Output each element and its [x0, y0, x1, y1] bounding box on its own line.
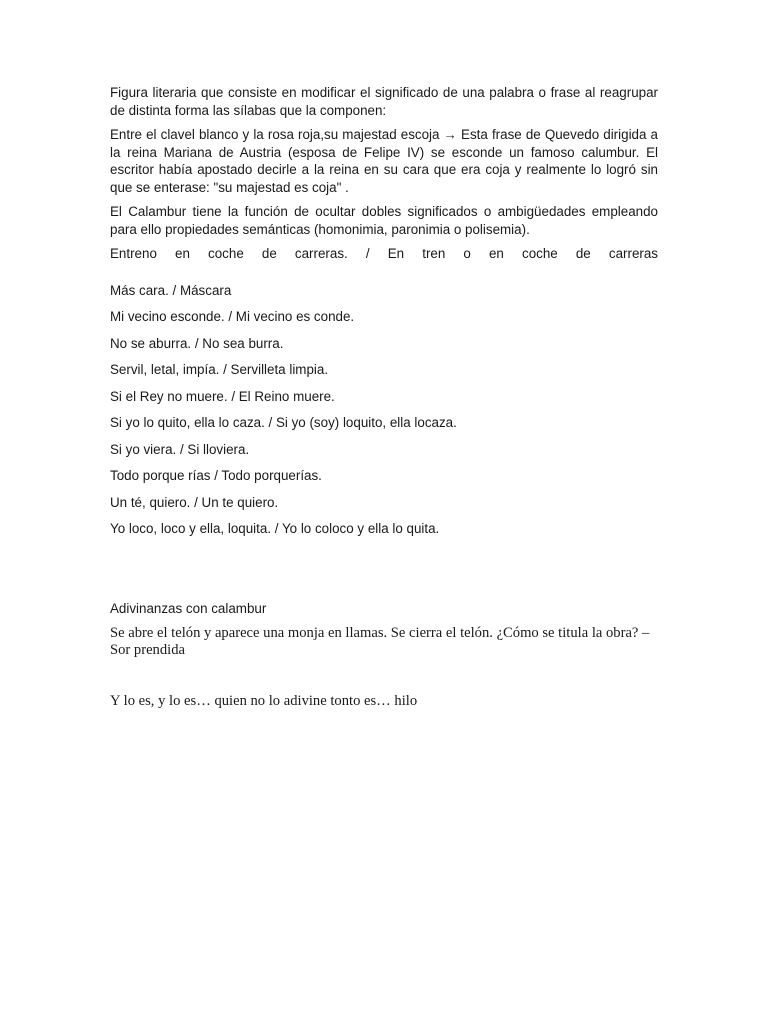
example-item: Entreno en coche de carreras. / En tren o en coche de carreras	[110, 246, 658, 261]
example-item: Un té, quiero. / Un te quiero.	[110, 494, 279, 510]
example-item: Mi vecino esconde. / Mi vecino es conde.	[110, 309, 355, 324]
section-title: Adivinanzas con calambur	[110, 600, 267, 616]
example-item: Servil, letal, impía. / Servilleta limpia.	[110, 362, 329, 377]
function-paragraph: El Calambur tiene la función de ocultar dobles significados o ambigüedades empleando para ello propiedades semánticas (homonimia, paronimia o polisemia).	[110, 204, 658, 237]
example-item: Si el Rey no muere. / El Reino muere.	[110, 388, 335, 404]
riddle-item: Y lo es, y lo es… quien no lo adivine tonto es… hilo	[110, 693, 418, 709]
example-item: Yo loco, loco y ella, loquita. / Yo lo coloco y ella lo quita.	[110, 521, 440, 536]
example-item: Más cara. / Máscara	[110, 282, 232, 298]
riddle-item: Se abre el telón y aparece una monja en llamas. Se cierra el telón. ¿Cómo se titula la obra? – Sor prendida	[110, 625, 650, 658]
document-page	[110, 84, 658, 710]
definition-paragraph: Figura literaria que consiste en modificar el significado de una palabra o frase al reagrupar de distinta forma las sílabas que la componen:	[110, 85, 658, 118]
example-item: No se aburra. / No sea burra.	[110, 335, 284, 351]
example-item: Si yo viera. / Si lloviera.	[110, 441, 250, 457]
example-item: Todo porque rías / Todo porquerías.	[110, 468, 322, 483]
example-item: Si yo lo quito, ella lo caza. / Si yo (soy) loquito, ella locaza.	[110, 415, 457, 430]
quevedo-example-paragraph: Entre el clavel blanco y la rosa roja,su majestad escoja → Esta frase de Quevedo dirigida a la reina Mariana de Austria (esposa de Felipe IV) se esconde un famoso calumbur. El escritor había apostado decirle a la reina en su cara que era coja y realmente lo logró sin que se enterase: "su majestad es coja" .	[110, 127, 658, 195]
examples-list	[110, 282, 658, 538]
